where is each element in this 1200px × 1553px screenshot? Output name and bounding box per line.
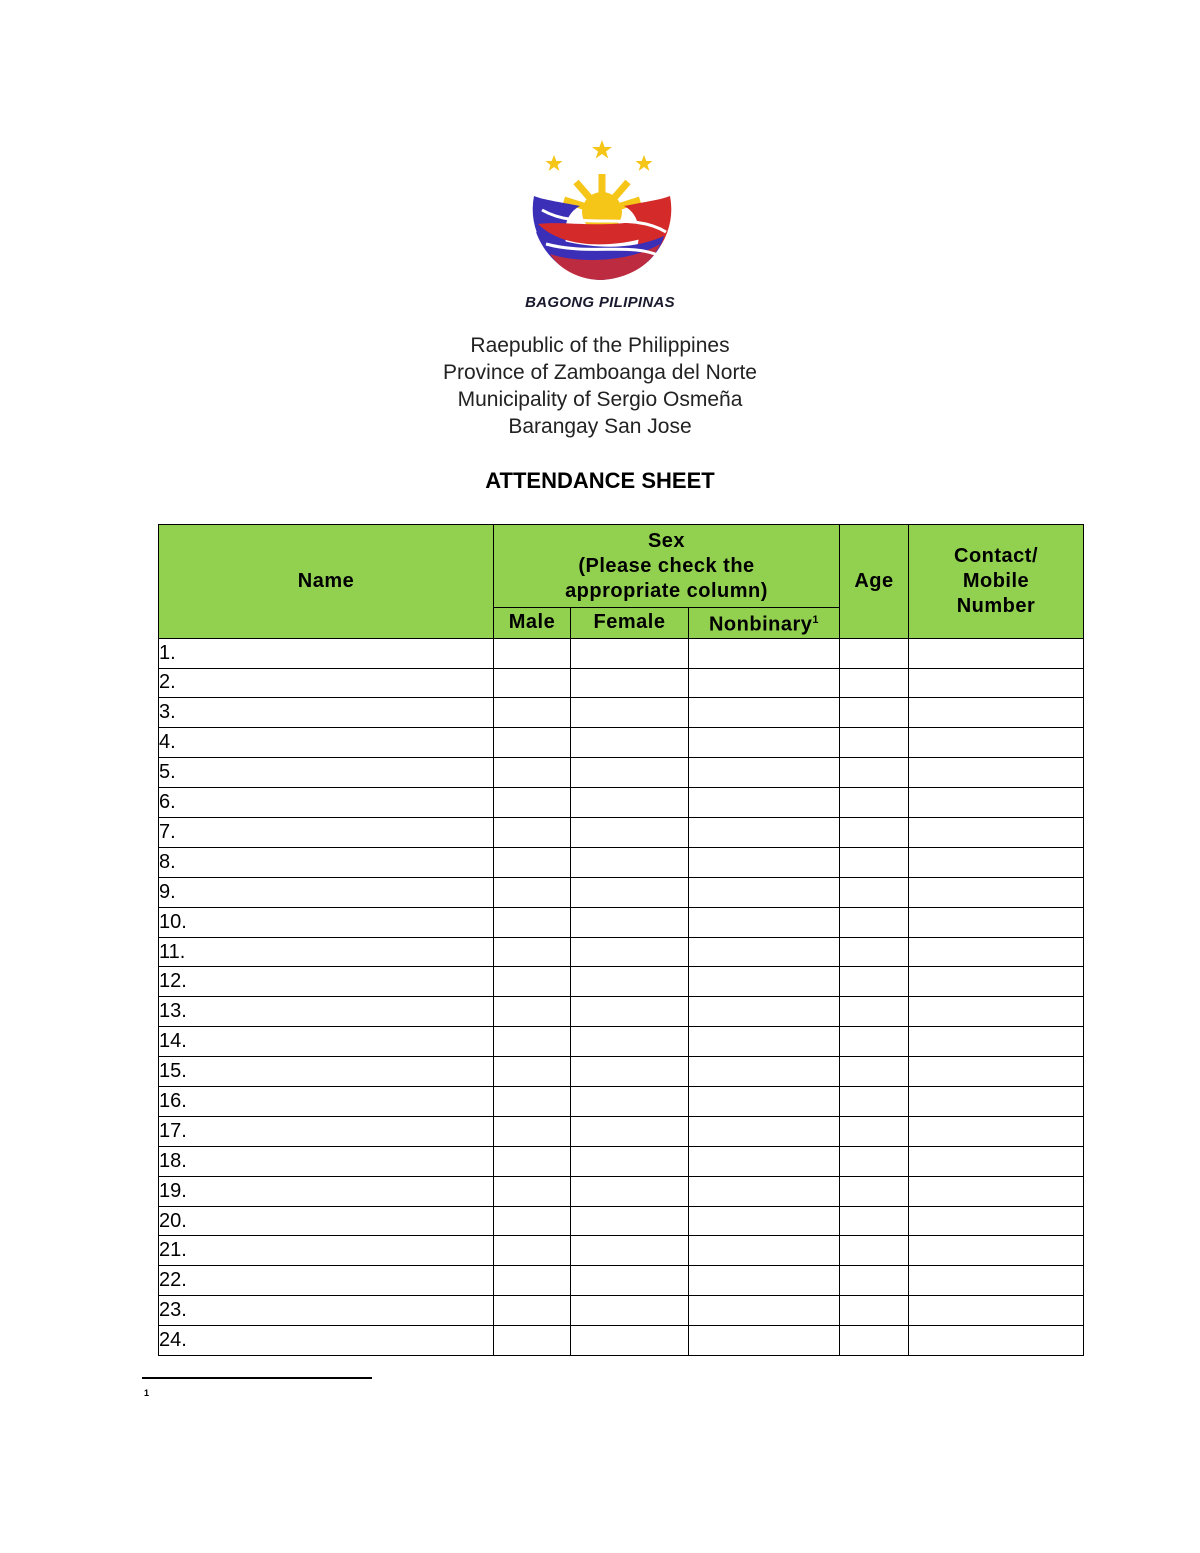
name-cell[interactable]: 9. (159, 877, 494, 907)
male-cell[interactable] (494, 668, 571, 698)
table-row (159, 1116, 1084, 1146)
contact-cell[interactable] (909, 1057, 1084, 1087)
table-row (159, 668, 1084, 698)
age-cell[interactable] (840, 1116, 909, 1146)
table-row (159, 877, 1084, 907)
header-nonbinary (689, 608, 840, 639)
address-line-republic: Raepublic of the Philippines (470, 334, 730, 357)
name-cell[interactable]: 10. (159, 907, 494, 937)
contact-cell[interactable] (909, 1116, 1084, 1146)
nonbinary-cell[interactable] (689, 698, 840, 728)
contact-cell[interactable] (909, 1087, 1084, 1117)
footnote-separator (142, 1377, 372, 1379)
header-age: Age (840, 525, 909, 639)
male-cell[interactable] (494, 907, 571, 937)
nonbinary-cell[interactable] (689, 1176, 840, 1206)
contact-cell[interactable] (909, 1146, 1084, 1176)
female-cell[interactable] (571, 1176, 689, 1206)
table-row (159, 788, 1084, 818)
table-row (159, 728, 1084, 758)
female-cell[interactable] (571, 1206, 689, 1236)
contact-cell[interactable] (909, 818, 1084, 848)
nonbinary-cell[interactable] (689, 1146, 840, 1176)
table-row (159, 1206, 1084, 1236)
age-cell[interactable] (840, 1206, 909, 1236)
name-cell[interactable]: 21. (159, 1236, 494, 1266)
table-row (159, 818, 1084, 848)
age-cell[interactable] (840, 877, 909, 907)
age-cell[interactable] (840, 1057, 909, 1087)
age-cell[interactable] (840, 907, 909, 937)
female-cell[interactable] (571, 1087, 689, 1117)
contact-cell[interactable] (909, 1236, 1084, 1266)
footnote-mark: 1 (144, 1388, 150, 1398)
star-icon (546, 155, 563, 171)
address-line-province: Province of Zamboanga del Norte (442, 361, 757, 384)
nonbinary-cell[interactable] (689, 1206, 840, 1236)
table-row (159, 997, 1084, 1027)
age-cell[interactable] (840, 788, 909, 818)
age-cell[interactable] (840, 1236, 909, 1266)
header-name: Name (159, 525, 494, 639)
footnote-reference: 1 (812, 614, 820, 626)
name-cell[interactable]: 12. (159, 967, 494, 997)
female-cell[interactable] (571, 1146, 689, 1176)
header-sex (494, 525, 840, 608)
name-cell[interactable]: 5. (159, 758, 494, 788)
nonbinary-cell[interactable] (689, 818, 840, 848)
table-row (159, 937, 1084, 967)
nonbinary-cell[interactable] (689, 1296, 840, 1326)
age-cell[interactable] (840, 1296, 909, 1326)
name-cell[interactable]: 17. (159, 1116, 494, 1146)
male-cell[interactable] (494, 1027, 571, 1057)
contact-cell[interactable] (909, 1176, 1084, 1206)
male-cell[interactable] (494, 937, 571, 967)
nonbinary-cell[interactable] (689, 877, 840, 907)
name-cell[interactable]: 6. (159, 788, 494, 818)
header-contact-line-3: Number (956, 594, 1036, 617)
female-cell[interactable] (571, 967, 689, 997)
nonbinary-cell[interactable] (689, 758, 840, 788)
nonbinary-cell[interactable] (689, 1116, 840, 1146)
female-cell[interactable] (571, 638, 689, 668)
male-cell[interactable] (494, 1146, 571, 1176)
table-body (159, 638, 1084, 1355)
contact-cell[interactable] (909, 967, 1084, 997)
page-title: ATTENDANCE SHEET (485, 468, 715, 493)
female-cell[interactable] (571, 788, 689, 818)
nonbinary-cell[interactable] (689, 638, 840, 668)
male-cell[interactable] (494, 967, 571, 997)
nonbinary-cell[interactable] (689, 728, 840, 758)
contact-cell[interactable] (909, 638, 1084, 668)
age-cell[interactable] (840, 668, 909, 698)
nonbinary-cell[interactable] (689, 847, 840, 877)
table-row (159, 1057, 1084, 1087)
contact-cell[interactable] (909, 1326, 1084, 1356)
name-cell[interactable]: 14. (159, 1027, 494, 1057)
age-cell[interactable] (840, 1326, 909, 1356)
nonbinary-cell[interactable] (689, 1057, 840, 1087)
male-cell[interactable] (494, 847, 571, 877)
name-cell[interactable]: 7. (159, 818, 494, 848)
header-male: Male (494, 608, 571, 639)
female-cell[interactable] (571, 937, 689, 967)
male-cell[interactable] (494, 728, 571, 758)
female-cell[interactable] (571, 907, 689, 937)
male-cell[interactable] (494, 1087, 571, 1117)
female-cell[interactable] (571, 1057, 689, 1087)
male-cell[interactable] (494, 1176, 571, 1206)
header-sex-note-1: (Please check the (578, 554, 755, 577)
name-cell[interactable]: 22. (159, 1266, 494, 1296)
name-cell[interactable]: 18. (159, 1146, 494, 1176)
female-cell[interactable] (571, 728, 689, 758)
age-cell[interactable] (840, 937, 909, 967)
age-cell[interactable] (840, 967, 909, 997)
age-cell[interactable] (840, 847, 909, 877)
age-cell[interactable] (840, 728, 909, 758)
female-cell[interactable] (571, 818, 689, 848)
nonbinary-cell[interactable] (689, 1326, 840, 1356)
male-cell[interactable] (494, 758, 571, 788)
contact-cell[interactable] (909, 668, 1084, 698)
female-cell[interactable] (571, 698, 689, 728)
star-icon (636, 155, 653, 171)
contact-cell[interactable] (909, 1027, 1084, 1057)
nonbinary-cell[interactable] (689, 1266, 840, 1296)
female-cell[interactable] (571, 877, 689, 907)
table-row (159, 847, 1084, 877)
male-cell[interactable] (494, 1326, 571, 1356)
name-cell[interactable]: 19. (159, 1176, 494, 1206)
bagong-pilipinas-logo (520, 136, 684, 286)
male-cell[interactable] (494, 1296, 571, 1326)
female-cell[interactable] (571, 1027, 689, 1057)
female-cell[interactable] (571, 847, 689, 877)
contact-cell[interactable] (909, 907, 1084, 937)
age-cell[interactable] (840, 1087, 909, 1117)
contact-cell[interactable] (909, 997, 1084, 1027)
female-cell[interactable] (571, 1326, 689, 1356)
header-nonbinary-label: Nonbinary (708, 613, 813, 636)
contact-cell[interactable] (909, 1296, 1084, 1326)
name-cell[interactable]: 8. (159, 847, 494, 877)
nonbinary-cell[interactable] (689, 997, 840, 1027)
age-cell[interactable] (840, 997, 909, 1027)
table-row (159, 1087, 1084, 1117)
header-contact-line-1: Contact/ (954, 544, 1038, 567)
table-row (159, 698, 1084, 728)
header-contact (909, 525, 1084, 639)
table-row (159, 1326, 1084, 1356)
age-cell[interactable] (840, 638, 909, 668)
table-row (159, 638, 1084, 668)
male-cell[interactable] (494, 877, 571, 907)
age-cell[interactable] (840, 1266, 909, 1296)
male-cell[interactable] (494, 1236, 571, 1266)
male-cell[interactable] (494, 1266, 571, 1296)
contact-cell[interactable] (909, 758, 1084, 788)
male-cell[interactable] (494, 698, 571, 728)
age-cell[interactable] (840, 818, 909, 848)
contact-cell[interactable] (909, 937, 1084, 967)
table-row (159, 967, 1084, 997)
address-line-barangay: Barangay San Jose (508, 415, 692, 438)
age-cell[interactable] (840, 698, 909, 728)
female-cell[interactable] (571, 997, 689, 1027)
header-sex-label: Sex (647, 529, 686, 552)
table-row (159, 1027, 1084, 1057)
female-cell[interactable] (571, 668, 689, 698)
header-sex-note-2: appropriate column) (565, 579, 768, 602)
header-female: Female (571, 608, 689, 639)
nonbinary-cell[interactable] (689, 1236, 840, 1266)
age-cell[interactable] (840, 1146, 909, 1176)
name-cell[interactable]: 1. (159, 638, 494, 668)
table-row (159, 1236, 1084, 1266)
name-cell[interactable]: 15. (159, 1057, 494, 1087)
nonbinary-cell[interactable] (689, 967, 840, 997)
male-cell[interactable] (494, 818, 571, 848)
male-cell[interactable] (494, 1206, 571, 1236)
nonbinary-cell[interactable] (689, 937, 840, 967)
attendance-table (158, 524, 1084, 1356)
table-header-row (159, 525, 1084, 608)
address-line-municipality: Municipality of Sergio Osmeña (457, 388, 743, 411)
nonbinary-cell[interactable] (689, 1087, 840, 1117)
name-cell[interactable]: 13. (159, 997, 494, 1027)
name-cell[interactable]: 11. (159, 937, 494, 967)
name-cell[interactable]: 20. (159, 1206, 494, 1236)
name-cell[interactable]: 4. (159, 728, 494, 758)
contact-cell[interactable] (909, 877, 1084, 907)
female-cell[interactable] (571, 1236, 689, 1266)
male-cell[interactable] (494, 638, 571, 668)
name-cell[interactable]: 23. (159, 1296, 494, 1326)
header-contact-line-2: Mobile (962, 569, 1030, 592)
contact-cell[interactable] (909, 728, 1084, 758)
table-row (159, 1176, 1084, 1206)
nonbinary-cell[interactable] (689, 788, 840, 818)
table-row (159, 1296, 1084, 1326)
contact-cell[interactable] (909, 847, 1084, 877)
address-block (300, 332, 900, 440)
contact-cell[interactable] (909, 698, 1084, 728)
table-row (159, 1146, 1084, 1176)
name-cell[interactable]: 24. (159, 1326, 494, 1356)
name-cell[interactable]: 2. (159, 668, 494, 698)
star-icon (592, 140, 612, 159)
female-cell[interactable] (571, 1116, 689, 1146)
age-cell[interactable] (840, 1027, 909, 1057)
table-row (159, 907, 1084, 937)
contact-cell[interactable] (909, 788, 1084, 818)
male-cell[interactable] (494, 788, 571, 818)
nonbinary-cell[interactable] (689, 668, 840, 698)
male-cell[interactable] (494, 997, 571, 1027)
table-row (159, 1266, 1084, 1296)
male-cell[interactable] (494, 1116, 571, 1146)
contact-cell[interactable] (909, 1206, 1084, 1236)
name-cell[interactable]: 3. (159, 698, 494, 728)
age-cell[interactable] (840, 1176, 909, 1206)
age-cell[interactable] (840, 758, 909, 788)
female-cell[interactable] (571, 1266, 689, 1296)
female-cell[interactable] (571, 758, 689, 788)
male-cell[interactable] (494, 1057, 571, 1087)
name-cell[interactable]: 16. (159, 1087, 494, 1117)
logo-wordmark: BAGONG PILIPINAS (525, 294, 675, 311)
contact-cell[interactable] (909, 1266, 1084, 1296)
nonbinary-cell[interactable] (689, 907, 840, 937)
table-row (159, 758, 1084, 788)
female-cell[interactable] (571, 1296, 689, 1326)
nonbinary-cell[interactable] (689, 1027, 840, 1057)
